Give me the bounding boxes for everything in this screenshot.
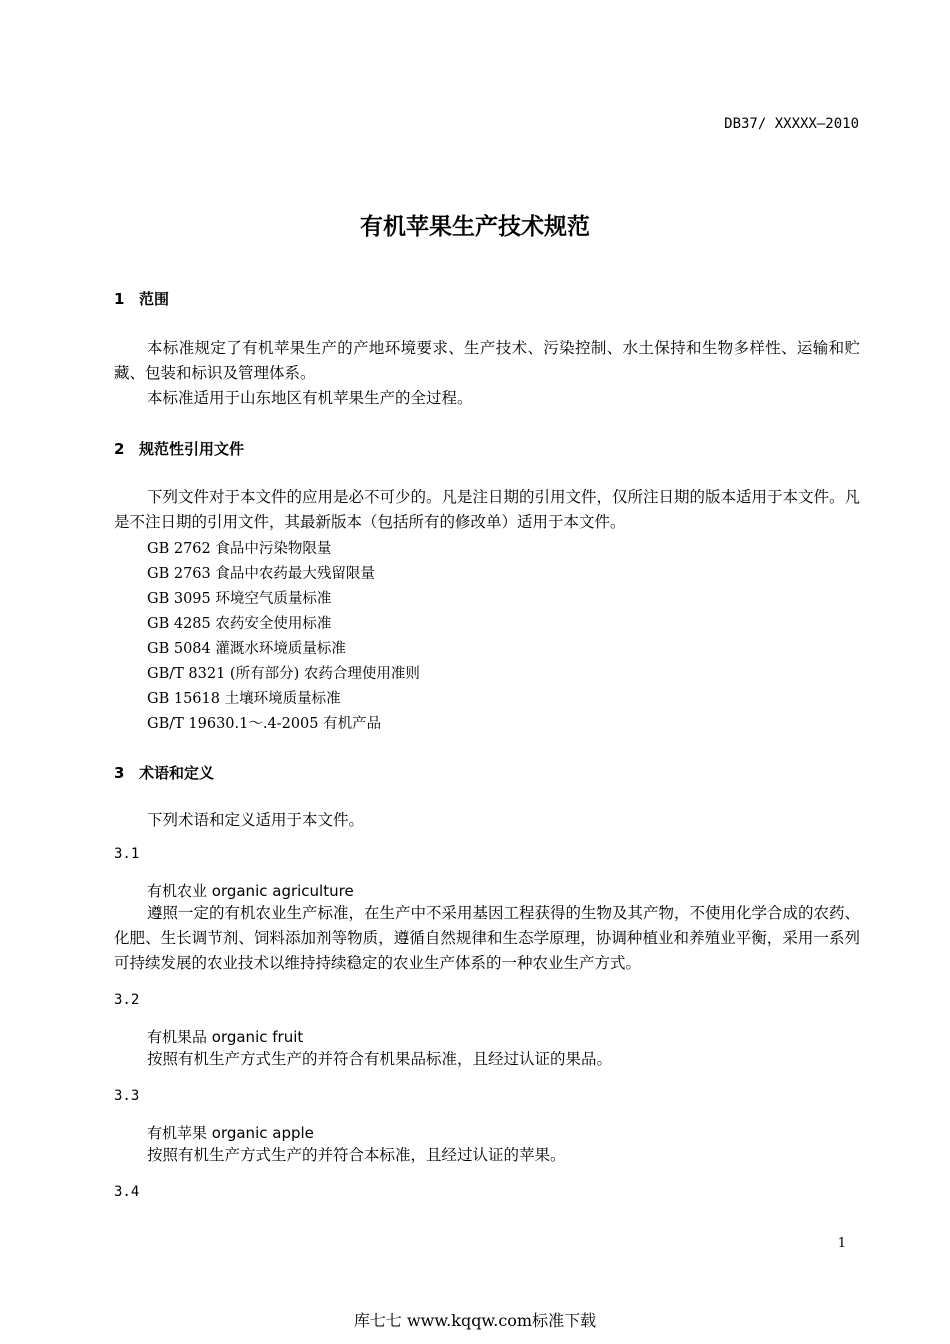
section-title: 术语和定义 (139, 764, 215, 782)
term-definition: 遵照一定的有机农业生产标准，在生产中不采用基因工程获得的生物及其产物，不使用化学合成的农药、化肥、生长调节剂、饲料添加剂等物质，遵循自然规律和生态学原理，协调种植业和养殖业平衡，采用一系列可持续发展的农业技术以维持持续稳定的农业生产体系的一种农业生产方式。 (114, 904, 861, 972)
reference-item: GB/T 8321 (所有部分) 农药合理使用准则 (147, 666, 420, 682)
normative-intro: 下列文件对于本文件的应用是必不可少的。凡是注日期的引用文件，仅所注日期的版本适用于本文件。凡是不注日期的引用文件，其最新版本（包括所有的修改单）适用于本文件。 (114, 488, 861, 531)
section-number: 2 (114, 440, 125, 458)
clause-number: 3.2 (114, 992, 140, 1008)
document-title: 有机苹果生产技术规范 (360, 214, 590, 240)
terms-intro: 下列术语和定义适用于本文件。 (147, 811, 365, 829)
document-number: DB37/ XXXXX—2010 (724, 116, 859, 132)
term-definition: 按照有机生产方式生产的并符合有机果品标准，且经过认证的果品。 (147, 1050, 613, 1068)
section-title: 规范性引用文件 (139, 440, 245, 458)
footer-watermark: 库七七 www.kqqw.com标准下载 (353, 1311, 597, 1330)
section-number: 3 (114, 764, 125, 782)
section-1-heading (114, 288, 169, 309)
section-2-heading (114, 438, 244, 459)
reference-item: GB 2762 食品中污染物限量 (147, 541, 332, 557)
term-definition: 按照有机生产方式生产的并符合本标准，且经过认证的苹果。 (147, 1146, 566, 1164)
reference-item: GB 2763 食品中农药最大残留限量 (147, 566, 375, 582)
reference-item: GB 15618 土壤环境质量标准 (147, 691, 341, 707)
term-heading: 有机果品 organic fruit (147, 1028, 304, 1046)
reference-item: GB 4285 农药安全使用标准 (147, 616, 332, 632)
section-3-heading (114, 762, 214, 783)
clause-number: 3.3 (114, 1088, 140, 1104)
term-heading: 有机苹果 organic apple (147, 1124, 314, 1142)
reference-item: GB 3095 环境空气质量标准 (147, 591, 332, 607)
term-heading: 有机农业 organic agriculture (147, 882, 354, 900)
page-number: 1 (837, 1236, 846, 1251)
section-title: 范围 (139, 290, 170, 308)
clause-number: 3.4 (114, 1184, 140, 1200)
clause-number: 3.1 (114, 846, 140, 862)
reference-item: GB 5084 灌溉水环境质量标准 (147, 641, 346, 657)
reference-item: GB/T 19630.1～.4-2005 有机产品 (147, 716, 382, 732)
section-number: 1 (114, 290, 125, 308)
scope-paragraph-2: 本标准适用于山东地区有机苹果生产的全过程。 (147, 389, 473, 407)
scope-paragraph-1: 本标准规定了有机苹果生产的产地环境要求、生产技术、污染控制、水土保持和生物多样性、运输和贮藏、包装和标识及管理体系。 (114, 339, 860, 382)
